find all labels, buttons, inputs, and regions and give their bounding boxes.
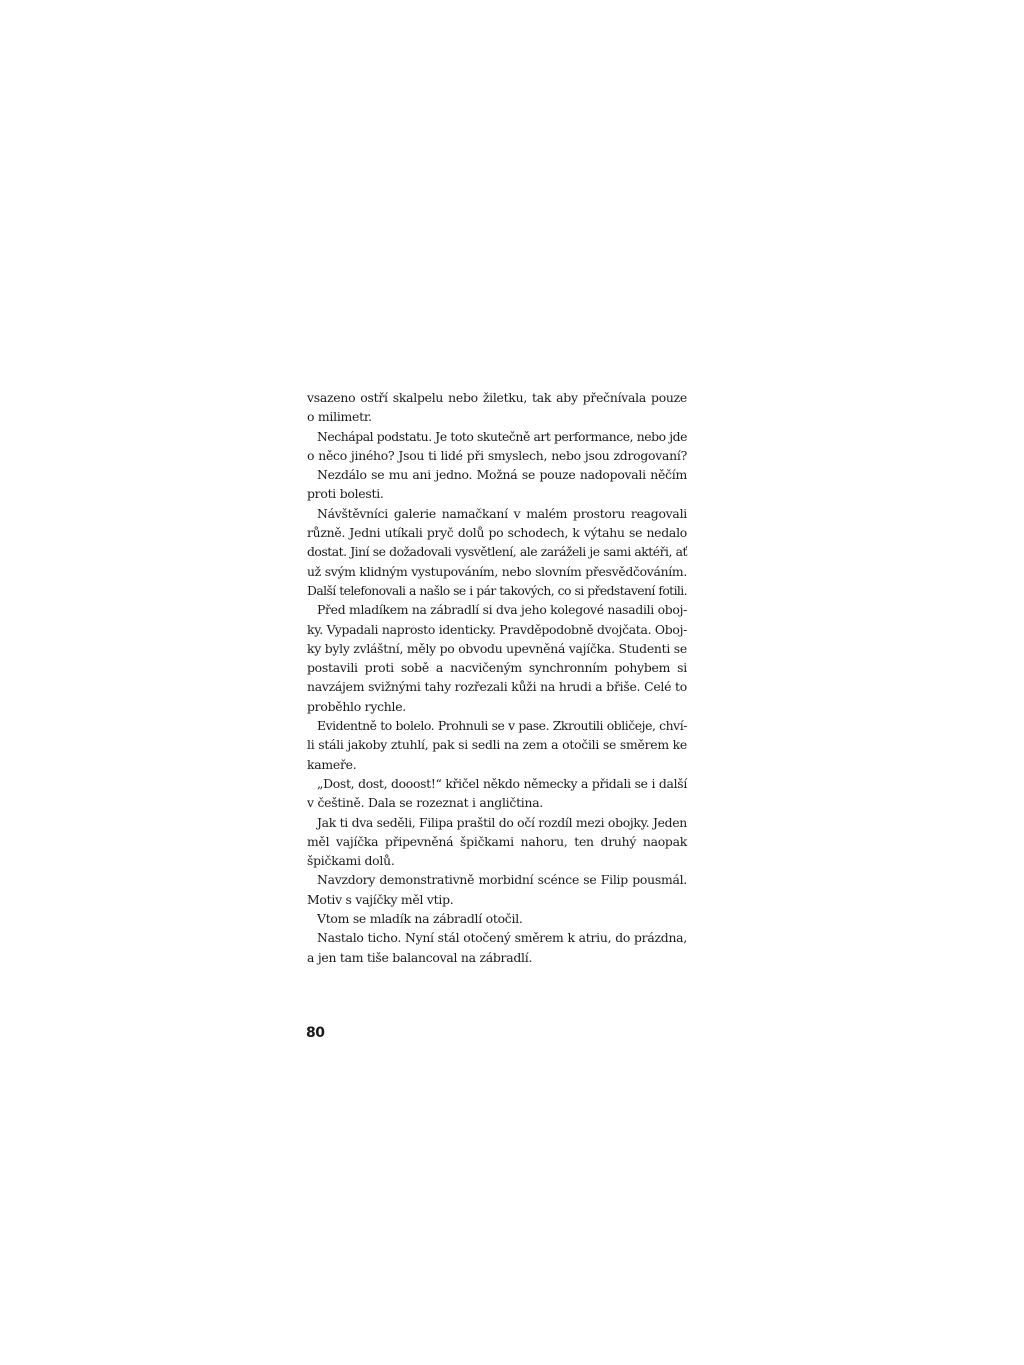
text-line: už svým klidným vystupováním, nebo slovním přesvědčováním. <box>307 563 687 579</box>
text-line: Před mladíkem na zábradlí si dva jeho kolegové nasadili oboj- <box>317 602 687 618</box>
text-line: měl vajíčka připevněná špičkami nahoru, ten druhý naopak <box>307 833 687 849</box>
text-line: v češtině. Dala se rozeznat i angličtina. <box>307 795 544 811</box>
body-text <box>307 388 687 967</box>
text-line: li stáli jakoby ztuhlí, pak si sedli na zem a otočili se směrem ke <box>307 737 687 753</box>
text-line: proběhlo rychle. <box>307 698 406 714</box>
text-line: Motiv s vajíčky měl vtip. <box>307 891 454 907</box>
text-line: Nezdálo se mu ani jedno. Možná se pouze nadopovali něčím <box>317 467 687 483</box>
text-line: Evidentně to bolelo. Prohnuli se v pase. Zkroutili obličeje, chví- <box>317 718 687 734</box>
text-line: různě. Jedni utíkali pryč dolů po schodech, k výtahu se nedalo <box>307 525 687 541</box>
text-line: špičkami dolů. <box>307 853 395 869</box>
text-line: Vtom se mladík na zábradlí otočil. <box>317 911 523 927</box>
text-line: Nechápal podstatu. Je toto skutečně art performance, nebo jde <box>317 428 687 444</box>
text-line: o něco jiného? Jsou ti lidé při smyslech, nebo jsou zdrogovaní? <box>307 447 687 463</box>
text-line: proti bolesti. <box>307 486 384 502</box>
text-line: a jen tam tiše balancoval na zábradlí. <box>307 949 533 965</box>
text-line: o milimetr. <box>307 409 372 425</box>
text-line: vsazeno ostří skalpelu nebo žiletku, tak aby přečnívala pouze <box>307 390 687 405</box>
text-line: „Dost, dost, dooost!“ křičel někdo německy a přidali se i další <box>317 775 687 791</box>
text-line: Nastalo ticho. Nyní stál otočený směrem k atriu, do prázdna, <box>317 930 687 946</box>
text-line: Další telefonovali a našlo se i pár takových, co si představení fotili. <box>307 582 687 598</box>
text-line: Navzdory demonstrativně morbidní scénce se Filip pousmál. <box>317 872 687 888</box>
page-number: 80 <box>306 1025 325 1041</box>
text-line: kameře. <box>307 756 357 772</box>
text-line: postavili proti sobě a nacvičeným synchronním pohybem si <box>307 660 687 676</box>
text-line: navzájem svižnými tahy rozřezali kůži na hrudi a břiše. Celé to <box>307 679 687 695</box>
text-line: dostat. Jiní se dožadovali vysvětlení, ale zaráželi je sami aktéři, ať <box>307 544 687 560</box>
text-line: Jak ti dva seděli, Filipa praštil do očí rozdíl mezi obojky. Jeden <box>317 814 687 830</box>
text-line: ky byly zvláštní, měly po obvodu upevněná vajíčka. Studenti se <box>307 640 687 656</box>
text-line: ky. Vypadali naprosto identicky. Pravděpodobně dvojčata. Oboj- <box>307 621 687 637</box>
text-line: Návštěvníci galerie namačkaní v malém prostoru reagovali <box>317 505 687 521</box>
